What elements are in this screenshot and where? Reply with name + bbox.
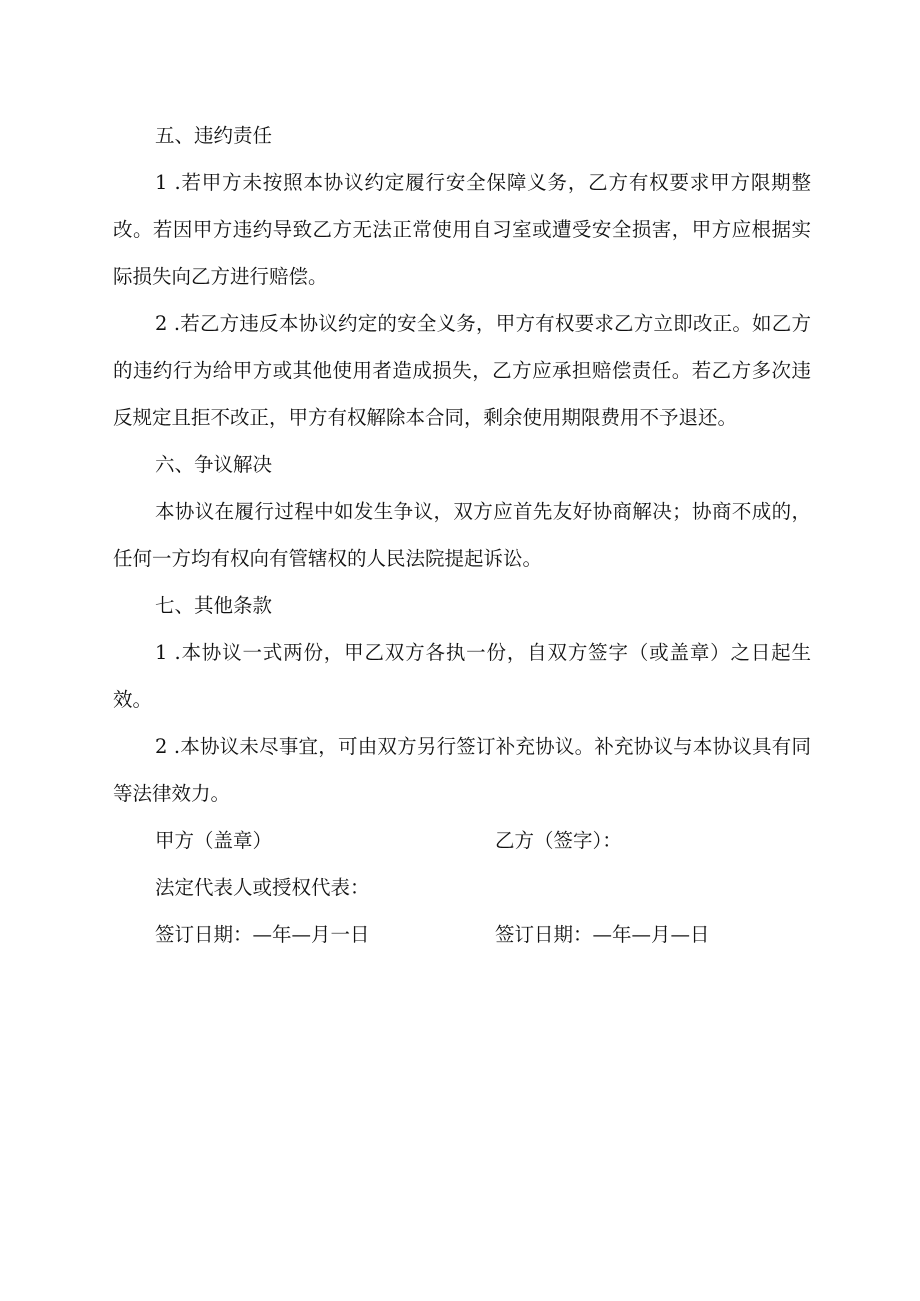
signature-row-parties (113, 817, 811, 864)
party-b-label: 乙方（签字）： (495, 829, 622, 852)
breach-clause-1: 1 .若甲方未按照本协议约定履行安全保障义务，乙方有权要求甲方限期整改。若因甲方违约导致乙方无法正常使用自习室或遭受安全损害，甲方应根据实际损失向乙方进行赔偿。 (113, 171, 811, 288)
document-body (113, 112, 811, 958)
breach-clause-2: 2 .若乙方违反本协议约定的安全义务，甲方有权要求乙方立即改正。如乙方的违约行为给甲方或其他使用者造成损失，乙方应承担赔偿责任。若乙方多次违反规定且拒不改正，甲方有权解除本合同，剩余使用期限费用不予退还。 (113, 312, 811, 429)
party-b-date: 签订日期：—年—月—日 (495, 923, 710, 946)
party-a-date: 签订日期：—年—月一日 (155, 923, 370, 946)
other-clause-2: 2 .本协议未尽事宜，可由双方另行签订补充协议。补充协议与本协议具有同等法律效力。 (113, 735, 811, 805)
section-heading-dispute: 六、争议解决 (155, 453, 273, 476)
section-heading-other: 七、其他条款 (155, 594, 273, 617)
signature-row-dates (113, 911, 811, 958)
other-clause-1: 1 .本协议一式两份，甲乙双方各执一份，自双方签字（或盖章）之日起生效。 (113, 641, 811, 711)
section-heading-breach: 五、违约责任 (155, 124, 273, 147)
party-a-label: 甲方（盖章） (155, 829, 273, 852)
dispute-clause: 本协议在履行过程中如发生争议，双方应首先友好协商解决；协商不成的，任何一方均有权向有管辖权的人民法院提起诉讼。 (113, 500, 811, 570)
representative-label: 法定代表人或授权代表： (155, 876, 370, 899)
